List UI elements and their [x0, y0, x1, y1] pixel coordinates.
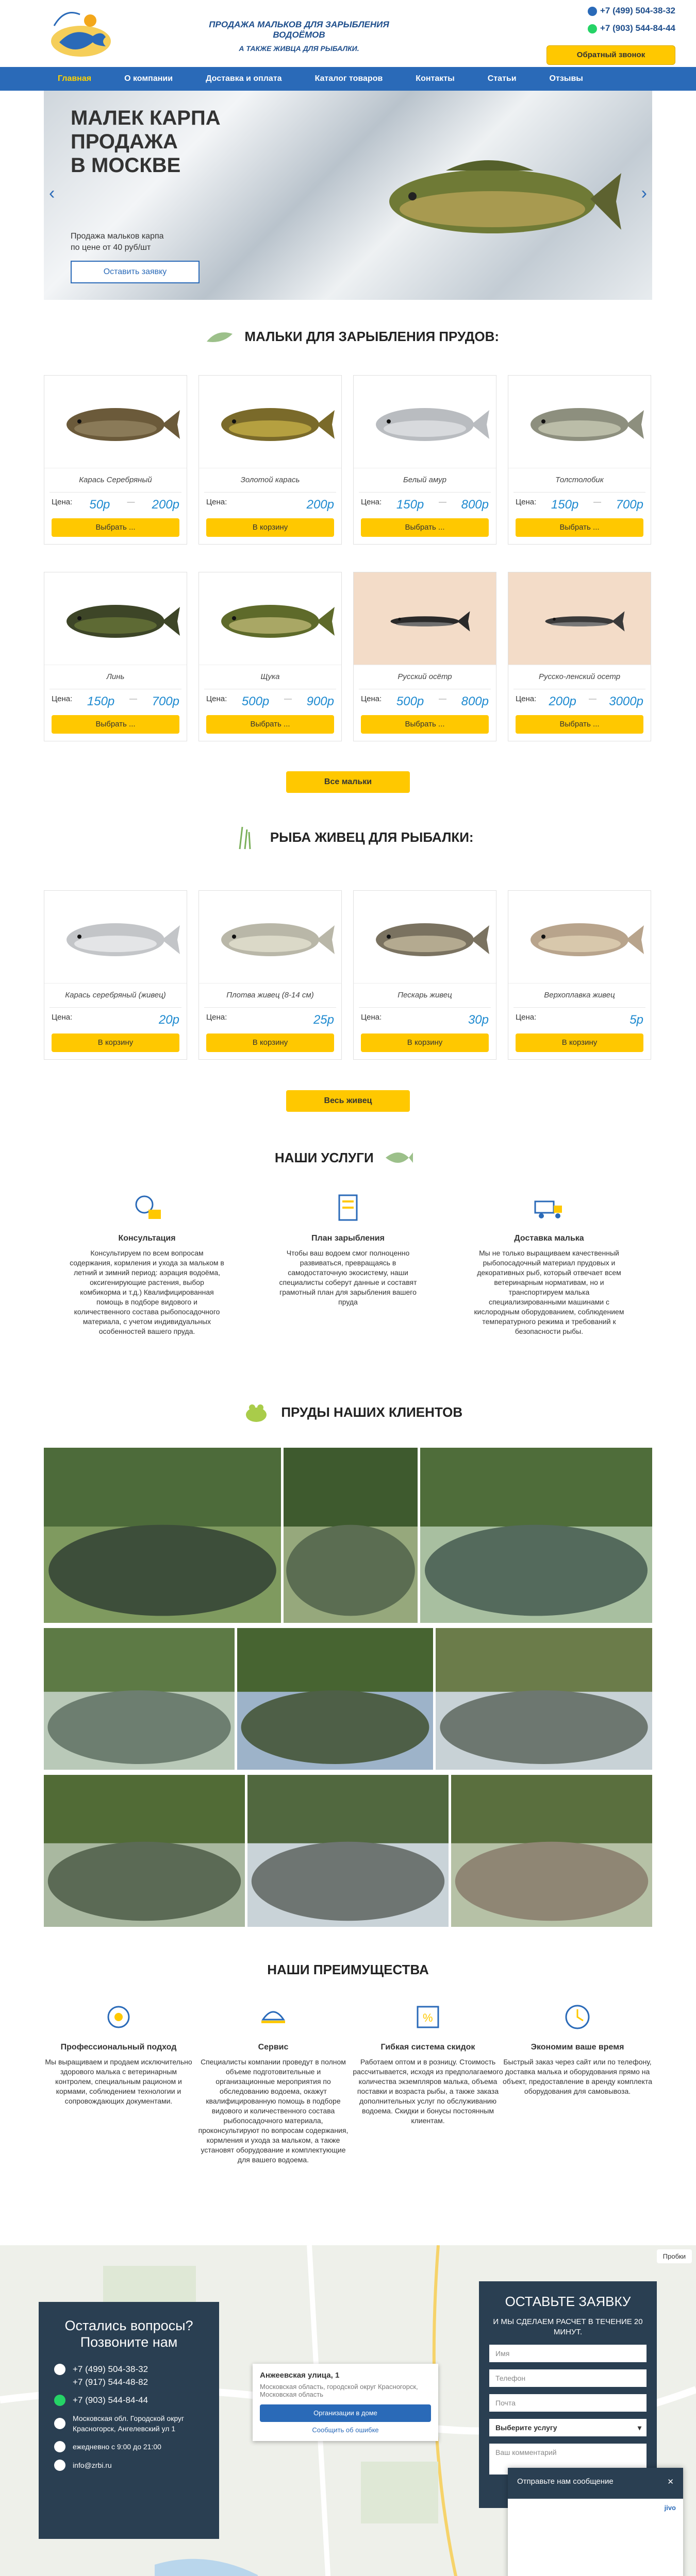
chevron-down-icon: ▾: [637, 2424, 641, 2432]
product-image[interactable]: [354, 376, 496, 468]
professional-icon: [101, 1999, 137, 2035]
nav-delivery[interactable]: Доставка и оплата: [206, 74, 282, 83]
product-price: [199, 1013, 341, 1027]
price-label: Цена:: [206, 1013, 227, 1022]
map-popup-address: Московская область, городской округ Красногорск, Московская область: [260, 2383, 418, 2398]
price-label: Цена:: [361, 694, 382, 703]
price-from: 500р: [241, 694, 270, 708]
product-select-button[interactable]: Выбрать ...: [52, 715, 179, 734]
price-to: 700р: [616, 498, 643, 512]
product-card[interactable]: [508, 375, 651, 545]
product-name[interactable]: Щука: [260, 672, 280, 681]
site-logo[interactable]: [44, 5, 121, 62]
form-name-input[interactable]: Имя: [489, 2345, 647, 2362]
advantage-time: Экономим ваше время Быстрый заказ через сайт или по телефону, доставка малька и оборудования прямо на объект, предоставление в аренду комплекта оборудования для самовывоза.: [500, 1999, 655, 2096]
map-popup-title: Анжеевская улица, 1: [260, 2371, 340, 2380]
form-phone-input[interactable]: Телефон: [489, 2369, 647, 2387]
pond-photo[interactable]: [247, 1775, 449, 1927]
add-to-cart-button[interactable]: В корзину: [206, 1033, 334, 1052]
price-from: 150р: [551, 498, 579, 512]
product-card[interactable]: [353, 572, 496, 741]
main-nav: [0, 67, 696, 91]
mail-icon: [54, 2460, 65, 2471]
pond-photo[interactable]: [451, 1775, 652, 1927]
nav-home[interactable]: Главная: [58, 74, 92, 83]
bait-card[interactable]: [198, 890, 342, 1060]
discount-icon: [410, 1999, 446, 2035]
bait-card[interactable]: [508, 890, 651, 1060]
map-report-link[interactable]: Сообщить об ошибке: [312, 2426, 379, 2434]
pond-photo[interactable]: [284, 1448, 418, 1623]
product-price: [508, 498, 651, 512]
product-image[interactable]: [508, 572, 651, 665]
advantages-title: НАШИ ПРЕИМУЩЕСТВА: [267, 1962, 429, 1977]
map-address-popup: [253, 2364, 438, 2441]
add-to-cart-button[interactable]: В корзину: [52, 1033, 179, 1052]
price-dash: —: [438, 694, 446, 703]
product-name[interactable]: Карась Серебряный: [79, 476, 152, 484]
product-select-button[interactable]: Выбрать ...: [52, 518, 179, 537]
map-orgs-button[interactable]: Организации в доме: [260, 2404, 431, 2422]
product-name[interactable]: Пескарь живец: [397, 991, 452, 999]
price-value: 30р: [468, 1013, 489, 1027]
contact-whatsapp[interactable]: +7 (903) 544-84-44: [73, 2395, 148, 2405]
fish-image: [354, 572, 496, 665]
nav-contacts[interactable]: Контакты: [416, 74, 455, 83]
add-to-cart-button[interactable]: В корзину: [361, 1033, 489, 1052]
map-traffic-button[interactable]: Пробки: [657, 2249, 692, 2263]
product-name[interactable]: Золотой карась: [240, 476, 300, 484]
price-dash: —: [127, 498, 135, 506]
reeds-decoration-icon: [229, 824, 260, 850]
price-label: Цена:: [52, 1013, 73, 1022]
contact-phone-2[interactable]: +7 (917) 544-48-82: [73, 2377, 148, 2387]
hero-slider: [44, 91, 652, 300]
price-dash: —: [284, 694, 292, 703]
service-delivery: Доставка малька Мы не только выращиваем качественный рыбопосадочный материал прудовых и декоративных рыб, который отвечает всем ветеринарным нормативам, но и транспортируем малька специализированными машинами с кислородным оборудованием, соблюдением температурного режима и требований к безопасности рыбы.: [472, 1190, 626, 1336]
phone-link-2[interactable]: +7 (903) 544-84-44: [600, 23, 675, 33]
price-label: Цена:: [206, 498, 227, 506]
product-price: [44, 1013, 187, 1027]
consultation-icon: [129, 1190, 165, 1226]
price-label: Цена:: [206, 694, 227, 703]
product-image[interactable]: [199, 572, 341, 665]
product-card[interactable]: [198, 375, 342, 545]
chat-header[interactable]: Отправьте нам сообщение ✕: [508, 2468, 683, 2499]
product-select-button[interactable]: Выбрать ...: [516, 715, 643, 734]
chat-brand: jivo: [664, 2504, 676, 2512]
price-to: 700р: [152, 694, 179, 708]
fish-image: [44, 572, 187, 665]
product-select-button[interactable]: Выбрать ...: [516, 518, 643, 537]
pond-photo[interactable]: [44, 1448, 281, 1623]
whatsapp-icon: [54, 2395, 65, 2406]
product-card[interactable]: [198, 572, 342, 741]
carp-image: [363, 137, 621, 250]
product-image[interactable]: [199, 891, 341, 984]
price-label: Цена:: [52, 498, 73, 506]
fish-image: [354, 891, 496, 984]
product-name[interactable]: Линь: [106, 672, 125, 681]
price-to: 800р: [461, 694, 489, 708]
form-subtitle: И МЫ СДЕЛАЕМ РАСЧЕТ В ТЕЧЕНИЕ 20 МИНУТ.: [493, 2317, 643, 2336]
price-dash: —: [438, 498, 446, 506]
contact-hours: ежедневно с 9:00 до 21:00: [73, 2443, 161, 2451]
truck-icon: [531, 1190, 567, 1226]
plan-icon: [330, 1190, 366, 1226]
pond-photo[interactable]: [44, 1628, 235, 1770]
fish-image: [199, 572, 341, 665]
bait-card[interactable]: [44, 890, 187, 1060]
chat-widget[interactable]: [508, 2468, 683, 2576]
product-name[interactable]: Верхоплавка живец: [544, 991, 615, 999]
tagline-line1: ПРОДАЖА МАЛЬКОВ ДЛЯ ЗАРЫБЛЕНИЯ ВОДОЁМОВ: [209, 20, 389, 40]
clock-icon: [559, 1999, 595, 2035]
price-label: Цена:: [516, 1013, 537, 1022]
service-icon: [255, 1999, 291, 2035]
product-image[interactable]: [44, 891, 187, 984]
header: [0, 0, 696, 67]
tagline-line2: А ТАКЖЕ ЖИВЦА ДЛЯ РЫБАЛКИ.: [239, 44, 359, 53]
contact-card: [39, 2302, 219, 2539]
product-price: [44, 498, 187, 512]
price-value: 20р: [158, 1013, 179, 1027]
phone-icon: [588, 7, 597, 16]
product-price: [199, 694, 341, 709]
advantage-discounts: % Гибкая система скидок Работаем оптом и в розницу. Стоимость рассчитывается, исходя из предполагаемого количества экземпляров малька, объема поставки и возраста рыбы, а также заказа дополнительных услуг по обслуживанию водоема. Скидки и бонусы постоянным клиентам.: [351, 1999, 505, 2126]
close-icon[interactable]: ✕: [667, 2478, 674, 2486]
price-to: 200р: [152, 498, 179, 512]
contact-address: Московская обл. Городской округ Красногорск, Ангелевский ул 1: [73, 2414, 185, 2433]
callback-button[interactable]: Обратный звонок: [546, 45, 675, 65]
form-comment-input[interactable]: Ваш комментарий: [489, 2444, 647, 2475]
services-title: НАШИ УСЛУГИ: [0, 1145, 696, 1171]
slider-prev-icon[interactable]: ‹: [49, 183, 55, 203]
price-dash: —: [593, 498, 601, 506]
nav-catalog[interactable]: Каталог товаров: [314, 74, 383, 83]
phone-link-1[interactable]: +7 (499) 504-38-32: [600, 6, 675, 15]
product-select-button[interactable]: Выбрать ...: [361, 518, 489, 537]
price-to: 3000р: [609, 694, 643, 708]
service-plan: План зарыбления Чтобы ваш водоем смог полноценно развиваться, превращаясь в самодостаточную экосистему, наши специалисты соберут данные и составят грамотный план для зарыбления вашего пруда: [271, 1190, 425, 1307]
nav-articles[interactable]: Статьи: [487, 74, 517, 83]
product-image[interactable]: [44, 376, 187, 468]
product-name[interactable]: Русско-ленский осетр: [538, 672, 621, 681]
pond-photo[interactable]: [237, 1628, 433, 1770]
pond-image: [44, 1775, 245, 1927]
price-to: 900р: [306, 694, 334, 708]
product-name[interactable]: Белый амур: [403, 476, 446, 484]
header-tagline: [186, 20, 412, 53]
bait-card[interactable]: [353, 890, 496, 1060]
pond-image: [420, 1448, 652, 1623]
product-price: [354, 694, 496, 709]
product-card[interactable]: [44, 375, 187, 545]
hero-request-button[interactable]: Оставить заявку: [71, 261, 200, 283]
pond-image: [451, 1775, 652, 1927]
pond-image: [436, 1628, 652, 1770]
product-price: [354, 498, 496, 512]
price-value: 25р: [313, 1013, 334, 1027]
product-image[interactable]: [44, 572, 187, 665]
product-price: [508, 1013, 651, 1027]
pond-image: [284, 1448, 418, 1623]
product-card[interactable]: [508, 572, 651, 741]
header-phones: [588, 2, 675, 37]
nav-about[interactable]: О компании: [124, 74, 173, 83]
service-consultation: Консультация Консультируем по всем вопросам содержания, кормления и ухода за мальком в летний и зимний период: аэрация водоёма, оксигенирующие растения, выбор комбикорма и т.д.) Квалифицированная помощь в подборе видового и количественного состава рыбопосадочного материала, с учетом индивидуальных особенностей вашего пруда.: [70, 1190, 224, 1336]
product-name[interactable]: Русский осётр: [397, 672, 452, 681]
contact-email[interactable]: info@zrbi.ru: [73, 2461, 112, 2469]
price-dash: —: [589, 694, 597, 703]
price-label: Цена:: [516, 694, 537, 703]
product-price: [44, 694, 187, 709]
pond-image: [44, 1628, 235, 1770]
price-to: 800р: [461, 498, 489, 512]
whatsapp-icon: [588, 24, 597, 33]
nav-reviews[interactable]: Отзывы: [549, 74, 583, 83]
product-image[interactable]: [508, 891, 651, 984]
fish-image: [354, 376, 496, 468]
product-select-button[interactable]: В корзину: [206, 518, 334, 537]
fish-image: [199, 376, 341, 468]
ponds-title: ПРУДЫ НАШИХ КЛИЕНТОВ: [0, 1399, 696, 1425]
product-name[interactable]: Плотва живец (8-14 см): [226, 991, 314, 999]
contact-title: Остались вопросы? Позвоните нам: [64, 2318, 193, 2350]
contact-phone-1[interactable]: +7 (499) 504-38-32: [73, 2364, 148, 2374]
product-name[interactable]: Карась серебряный (живец): [65, 991, 166, 999]
fish-image: [508, 572, 651, 665]
product-name[interactable]: Толстолобик: [555, 476, 604, 484]
fish-decoration-icon: [383, 1145, 414, 1171]
fish-decoration-icon: [204, 324, 235, 349]
hero-title: МАЛЕК КАРПА ПРОДАЖА В МОСКВЕ: [71, 107, 221, 177]
fry-section-title: МАЛЬКИ ДЛЯ ЗАРЫБЛЕНИЯ ПРУДОВ:: [0, 324, 696, 349]
product-price: [199, 498, 341, 512]
advantage-professional: Профессиональный подход Мы выращиваем и продаем исключительно здорового малька с ветеринарным контролем, специальным рационом и кормами, соблюдением технологии и сопровождающих документами.: [41, 1999, 196, 2106]
pond-image: [247, 1775, 449, 1927]
form-title: ОСТАВЬТЕ ЗАЯВКУ: [505, 2294, 631, 2309]
price-from: 500р: [396, 694, 424, 708]
price-from: 200р: [549, 694, 576, 708]
product-price: [354, 1013, 496, 1027]
product-select-button[interactable]: Выбрать ...: [361, 715, 489, 734]
form-service-select[interactable]: Выберите услугу ▾: [489, 2419, 647, 2436]
phone-icon: [54, 2364, 65, 2375]
hero-subtitle: Продажа мальков карпа по цене от 40 руб/шт: [71, 232, 164, 252]
price-label: Цена:: [52, 694, 73, 703]
price-dash: —: [129, 694, 137, 703]
product-price: [508, 694, 651, 709]
price-label: Цена:: [361, 1013, 382, 1022]
advantage-service: Сервис Специалисты компании проведут в полном объеме подготовительные и организационные мероприятия по обследованию водоема, окажут квалифицированную помощь в подборе видового и количественного состава рыбопосадочного материала, проконсультируют по вопросам содержания, кормления и ухода за мальком, а также установят оборудование и комплектующие для вашего водоема.: [196, 1999, 351, 2165]
price-label: Цена:: [516, 498, 537, 506]
fish-image: [199, 891, 341, 984]
product-image[interactable]: [508, 376, 651, 468]
fish-image: [508, 891, 651, 984]
price-from: 150р: [87, 694, 115, 708]
fish-image: [44, 376, 187, 468]
all-fry-button[interactable]: Все мальки: [286, 771, 410, 793]
fish-image: [508, 376, 651, 468]
all-bait-button[interactable]: Весь живец: [286, 1090, 410, 1112]
pond-image: [44, 1448, 281, 1623]
pond-photo[interactable]: [436, 1628, 652, 1770]
bait-section-title: РЫБА ЖИВЕЦ ДЛЯ РЫБАЛКИ:: [0, 824, 696, 850]
product-card[interactable]: [353, 375, 496, 545]
price-from: 50р: [89, 498, 110, 512]
add-to-cart-button[interactable]: В корзину: [516, 1033, 643, 1052]
slider-next-icon[interactable]: ›: [641, 183, 647, 203]
pond-photo[interactable]: [44, 1775, 245, 1927]
product-card[interactable]: [44, 572, 187, 741]
product-image[interactable]: [354, 572, 496, 665]
clock-icon: [54, 2441, 65, 2452]
price-from: 150р: [396, 498, 424, 512]
svg-text:%: %: [423, 2011, 433, 2024]
price-to: 200р: [306, 498, 334, 512]
product-select-button[interactable]: Выбрать ...: [206, 715, 334, 734]
pond-photo[interactable]: [420, 1448, 652, 1623]
product-image[interactable]: [354, 891, 496, 984]
product-image[interactable]: [199, 376, 341, 468]
form-email-input[interactable]: Почта: [489, 2394, 647, 2412]
pond-image: [237, 1628, 433, 1770]
fish-image: [44, 891, 187, 984]
frog-icon: [241, 1399, 272, 1425]
price-value: 5р: [629, 1013, 643, 1027]
price-label: Цена:: [361, 498, 382, 506]
location-icon: [54, 2418, 65, 2429]
